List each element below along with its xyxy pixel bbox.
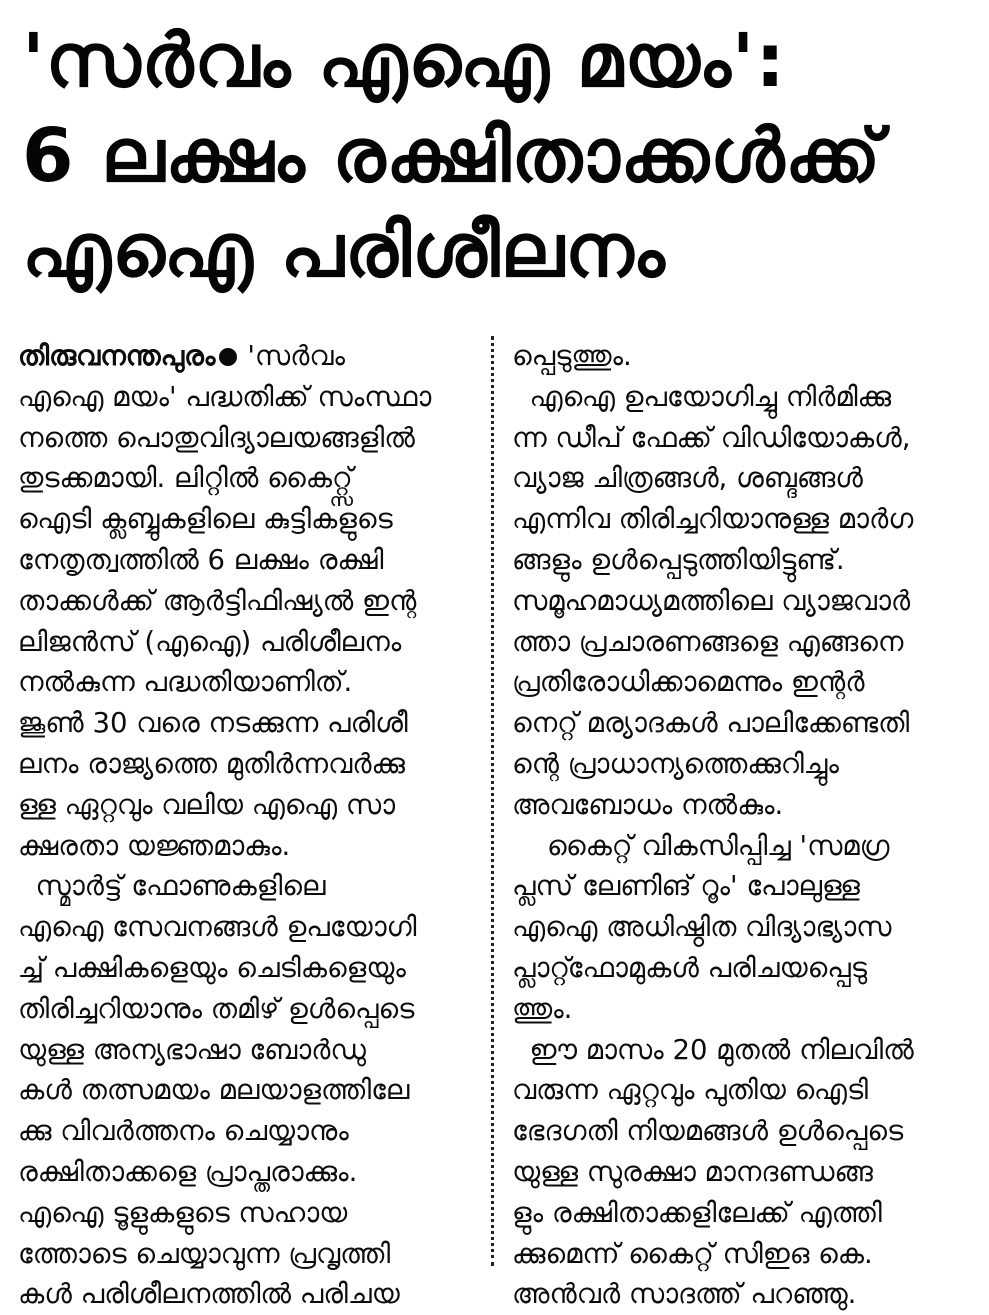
article-line: നത്തെ പൊതുവിദ്യാലയങ്ങളിൽ	[18, 421, 415, 454]
article-line: അൻവർ സാദത്ത് പറഞ്ഞു.	[512, 1278, 857, 1311]
headline-line-3: എഐ പരിശീലനം	[22, 208, 666, 294]
article-line: ജൂൺ 30 വരെ നടക്കുന്ന പരിശീ	[18, 707, 408, 740]
article-line: പ്പെടുത്തും.	[512, 340, 632, 372]
article-line: നെറ്റ് മര്യാദകൾ പാലിക്കേണ്ടതി	[512, 707, 910, 740]
article-line: നൽകുന്ന പദ്ധതിയാണിത്.	[18, 666, 353, 699]
article-line: തിരിച്ചറിയാനും തമിഴ് ഉൾപ്പെടെ	[18, 992, 415, 1025]
article-line: എഐ ടൂളുകളുടെ സഹായ	[18, 1196, 348, 1229]
article-line: അവബോധം നൽകും.	[512, 788, 784, 821]
article-line: ത്തും.	[512, 992, 573, 1025]
article-line: പ്ലസ് ലേണിങ് റൂം' പോലുള്ള	[512, 870, 860, 903]
article-line: ന്ന ഡീപ് ഫേക്ക് വിഡിയോകൾ,	[512, 421, 911, 454]
article-line: എഐ അധിഷ്ഠിത വിദ്യാഭ്യാസ	[512, 911, 892, 944]
article-line: ളും രക്ഷിതാക്കളിലേക്ക് എത്തി	[512, 1196, 882, 1229]
article-line	[18, 336, 478, 377]
article-line: നേതൃത്വത്തിൽ 6 ലക്ഷം രക്ഷി	[18, 543, 384, 576]
article-line: സ്മാർട്ട് ഫോണുകളിലെ	[18, 870, 326, 903]
article-line: എന്നിവ തിരിച്ചറിയാനുള്ള മാർഗ	[512, 503, 914, 536]
article-column-left	[18, 336, 478, 1315]
article-line: ലിജൻസ് (എഐ) പരിശീലനം	[18, 625, 402, 658]
headline-line-2: 6 ലക്ഷം രക്ഷിതാക്കൾക്ക്	[22, 113, 882, 199]
article-line: ന്റെ പ്രാധാന്യത്തെക്കുറിച്ചും	[512, 747, 839, 780]
article-line: സമൂഹമാധ്യമത്തിലെ വ്യാജവാർ	[512, 584, 911, 617]
article-line: ങ്ങളും ഉൾപ്പെടുത്തിയിട്ടുണ്ട്.	[512, 543, 845, 576]
article-line: കൾ തത്സമയം മലയാളത്തിലേ	[18, 1074, 410, 1107]
right-column-lines	[512, 336, 962, 1315]
article-line: യുള്ള സുരക്ഷാ മാനദണ്ഡങ്ങ	[512, 1155, 873, 1188]
article-line: തുടക്കമായി. ലിറ്റിൽ കൈറ്റ്സ്	[18, 462, 353, 495]
article-line: ള്ള ഏറ്റവും വലിയ എഐ സാ	[18, 788, 396, 821]
article-line: ക്ഷരതാ യജ്ഞമാകും.	[18, 829, 291, 862]
article-line: ക്കുമെന്ന് കൈറ്റ് സിഇഒ കെ.	[512, 1237, 873, 1270]
article-line: വരുന്ന ഏറ്റവും പുതിയ ഐടി	[512, 1074, 869, 1107]
dateline: തിരുവനന്തപുരം	[18, 340, 216, 372]
article-line: എഐ സേവനങ്ങൾ ഉപയോഗി	[18, 911, 417, 944]
column-divider	[491, 336, 494, 1266]
article-line: യുള്ള അന്യഭാഷാ ബോർഡു	[18, 1033, 366, 1066]
bullet-icon	[219, 348, 237, 366]
article-line: വ്യാജ ചിത്രങ്ങൾ, ശബ്ദങ്ങൾ	[512, 462, 863, 495]
article-line: ഭേദഗതി നിയമങ്ങൾ ഉൾപ്പെടെ	[512, 1115, 904, 1148]
article-line: ത്തോടെ ചെയ്യാവുന്ന പ്രവൃത്തി	[18, 1237, 391, 1270]
article-line-text: 'സർവം	[247, 340, 346, 372]
article-line: ക്കു വിവർത്തനം ചെയ്യാനും	[18, 1115, 349, 1148]
article-line: ലനം രാജ്യത്തെ മുതിർന്നവർക്കു	[18, 747, 405, 780]
article-line: പ്രതിരോധിക്കാമെന്നും ഇന്റർ	[512, 666, 865, 699]
article-line: ത്താ പ്രചാരണങ്ങളെ എങ്ങനെ	[512, 625, 904, 658]
article-line: താക്കൾക്ക് ആർട്ടിഫിഷ്യൽ ഇന്റ	[18, 584, 417, 617]
article-line: എഐ മയം' പദ്ധതിക്ക് സംസ്ഥാ	[18, 380, 432, 413]
article-column-right	[512, 336, 962, 1315]
article-line: ച്ച് പക്ഷികളെയും ചെടികളെയും	[18, 951, 406, 984]
article-line: എഐ ഉപയോഗിച്ചു നിർമിക്കു	[512, 380, 892, 413]
headline	[22, 14, 962, 299]
article-line: പ്ലാറ്റ്ഫോമുകൾ പരിചയപ്പെടു	[512, 951, 867, 984]
article-line: ഈ മാസം 20 മുതൽ നിലവിൽ	[512, 1033, 914, 1066]
left-column-lines	[18, 377, 478, 1315]
article-line: കൾ പരിശീലനത്തിൽ പരിചയ	[18, 1278, 400, 1311]
article-line: ഐടി ക്ലബ്ബുകളിലെ കുട്ടികളുടെ	[18, 503, 393, 536]
headline-line-1: 'സർവം എഐ മയം':	[22, 18, 786, 104]
article-line: രക്ഷിതാക്കളെ പ്രാപ്തരാക്കും.	[18, 1155, 358, 1188]
article-line: കൈറ്റ് വികസിപ്പിച്ച 'സമഗ്ര	[512, 829, 890, 862]
